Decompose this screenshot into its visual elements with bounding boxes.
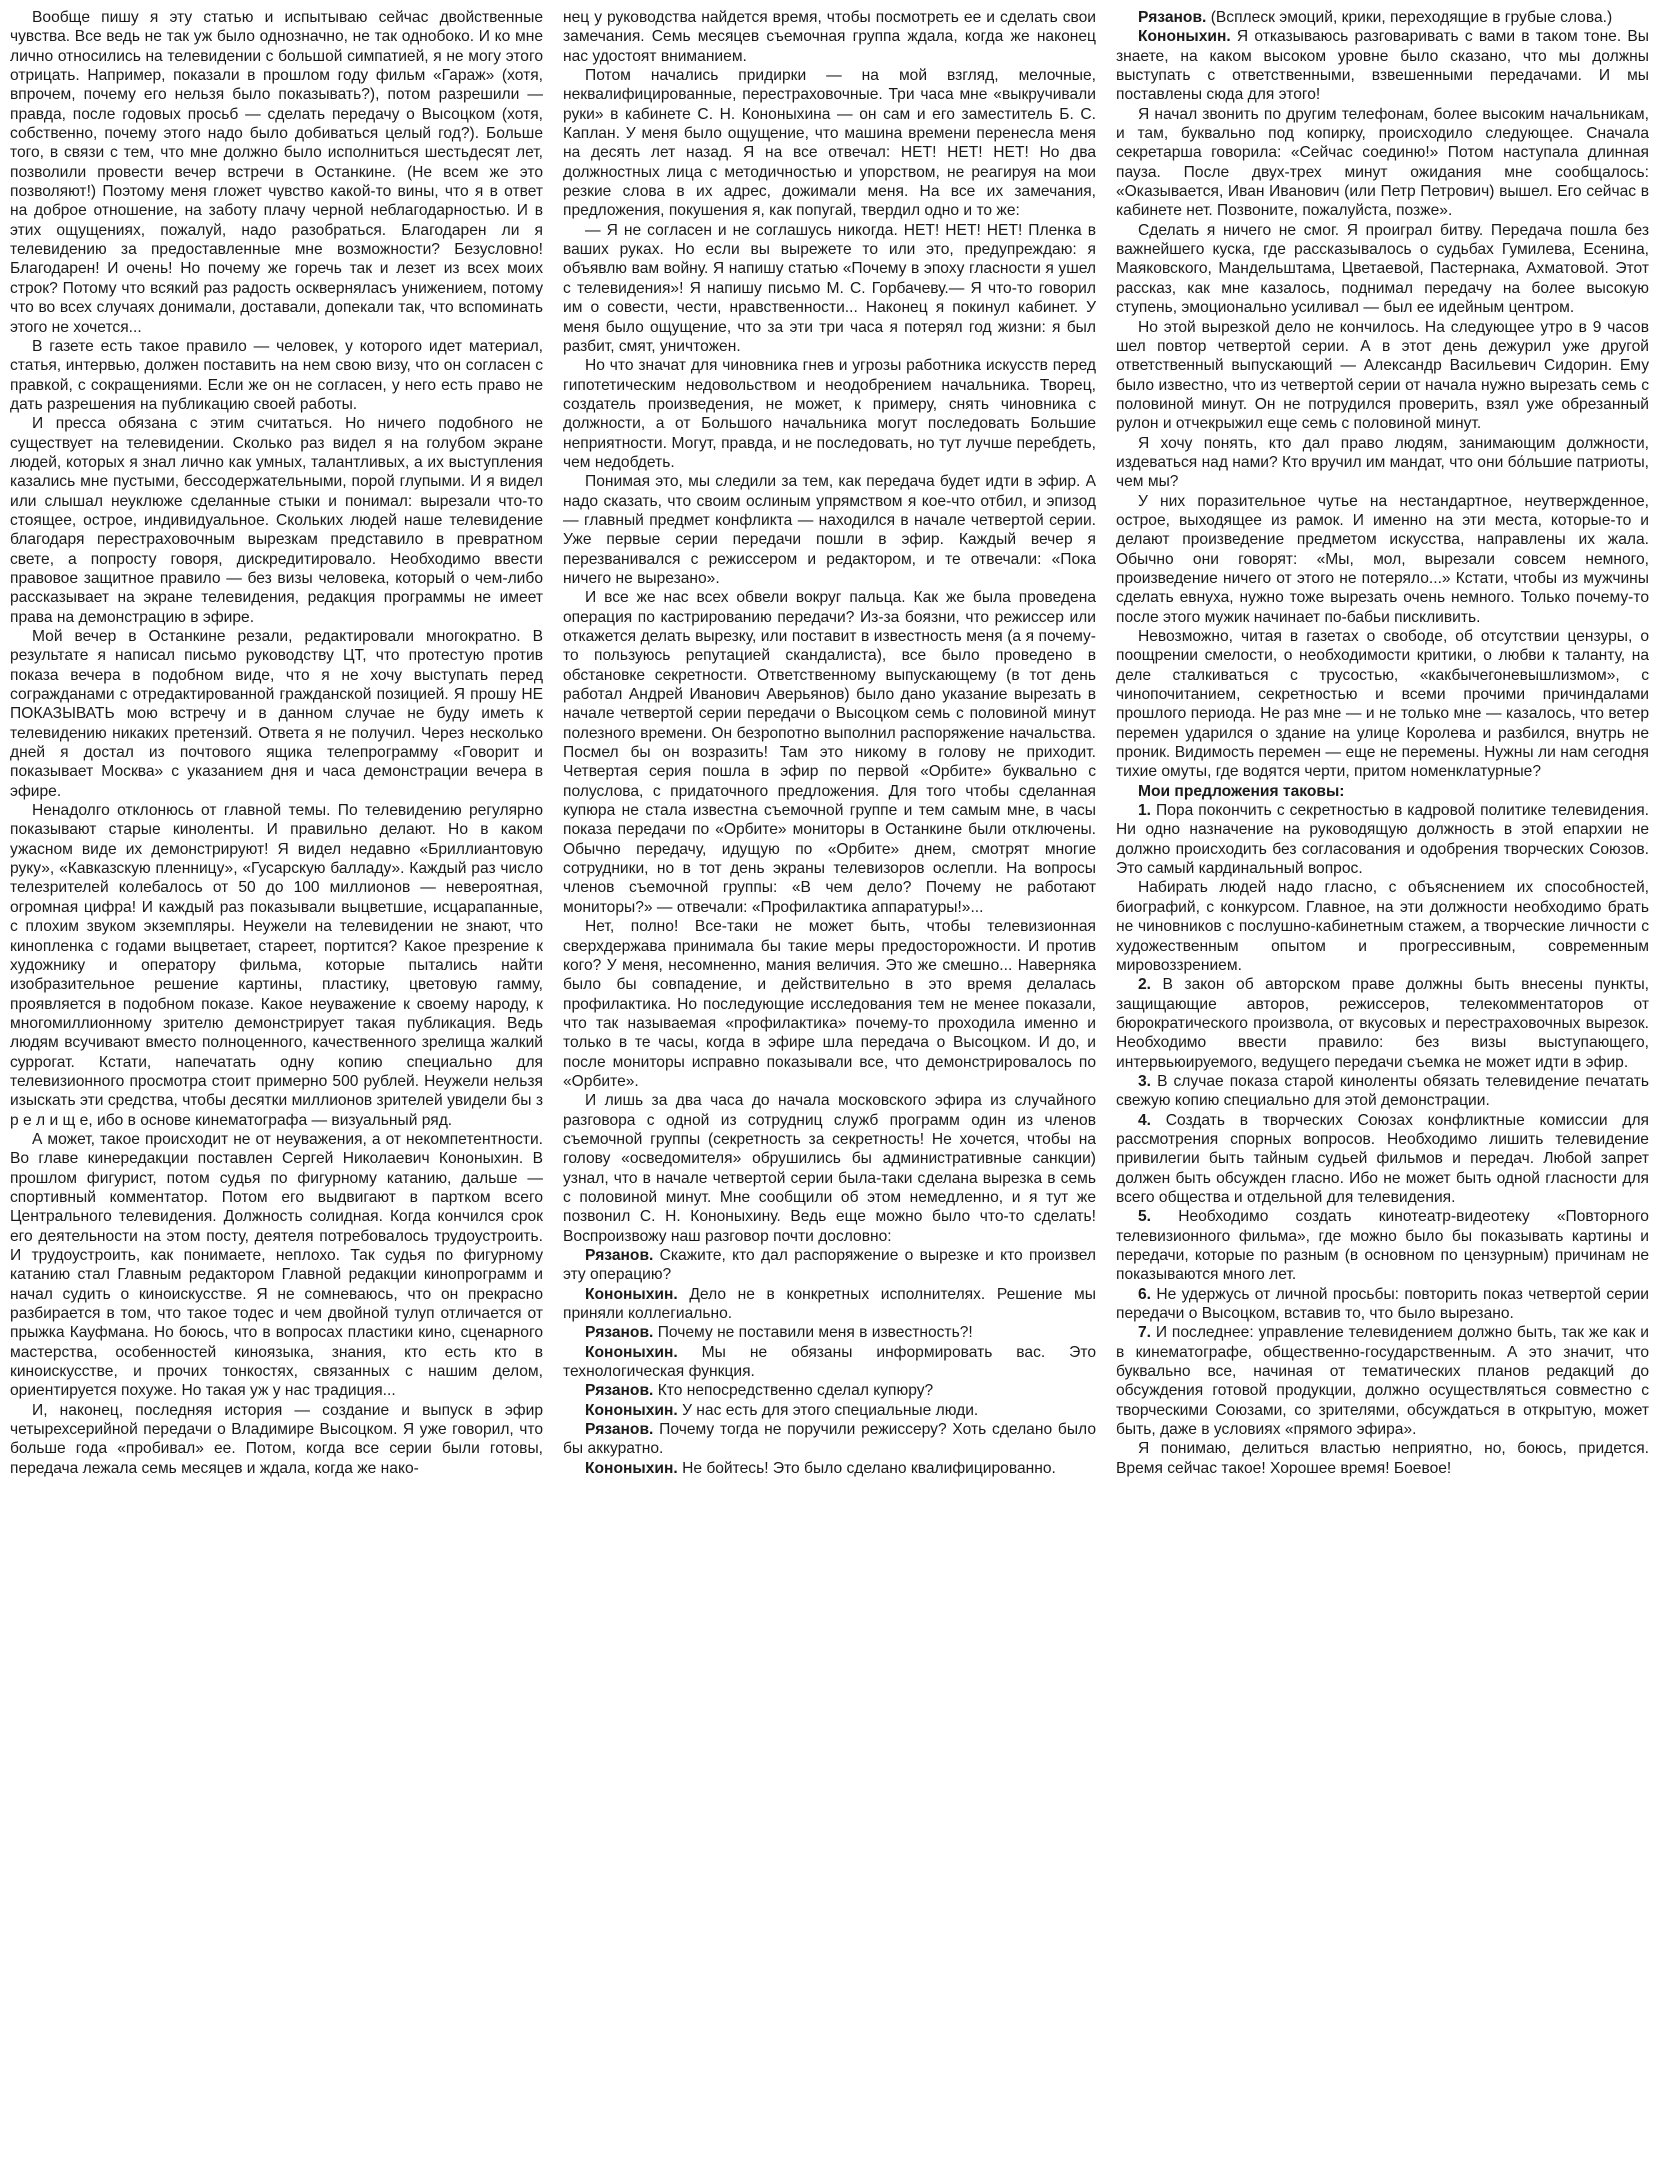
speaker-name: Кононыхин. [585,1285,678,1303]
paragraph-text: Почему не поставили меня в известность?! [653,1324,973,1342]
speaker-name: Кононыхин. [585,1459,678,1477]
paragraph-text: Пора покончить с секретностью в кадровой политике телевидения. Ни одно назначение на руководящую должность в этой епархии не должно происходить без согласования и одобрения творческих Союзов. Это самый кардинальный вопрос. [1116,802,1649,878]
article-paragraph [1116,627,1649,782]
paragraph-text: И последнее: управление телевидением должно быть, так же как и в кинематографе, общественно-государственным. А это значит, что буквально все, начиная от тематических планов редакций до обсуждения готовой продукции, должно осуществляться совместно с творческими Союзами, со зрителями, обсуждаться в открытую, может быть, даже в условиях «прямого эфира». [1116,1324,1649,1439]
paragraph-text: У нас есть для этого специальные люди. [677,1401,979,1419]
paragraph-text: Необходимо создать кинотеатр-видеотеку «Повторного телевизионного фильма», где можно было бы показывать картины и передачи, которые по разным (в основном по цензурным) причинам не показываются много лет. [1116,1208,1649,1284]
article-column-3 [1116,8,1649,2160]
paragraph-text: В закон об авторском праве должны быть внесены пункты, защищающие авторов, режиссеров, телекомментаторов от бюрократического произвола, от вкусовых и перестраховочных вырезок. Необходимо ввести правило: без визы выступающего, интервьюируемого, ведущего передачи съемка не может идти в эфир. [1116,976,1649,1071]
article-paragraph [563,1401,1096,1420]
paragraph-text: Мои предложения таковы: [1138,782,1345,800]
proposal-number: 2. [1138,976,1152,994]
paragraph-text: Скажите, кто дал распоряжение о вырезке и кто произвел эту операцию? [563,1247,1096,1284]
paragraph-text: Понимая это, мы следили за тем, как передача будет идти в эфир. А надо сказать, что своим ослиным упрямством я кое-что отбил, и эпизод — главный предмет конфликта — находился в начале четвертой серии. Уже первые серии передачи пошли в эфир. Каждый вечер я перезванивался с режиссером и редактором, и те отвечали: «Пока ничего не вырезано». [563,473,1096,587]
article-paragraph [563,1323,1096,1342]
article-paragraph [563,588,1096,917]
article-paragraph [1116,1072,1649,1111]
proposal-number: 3. [1138,1072,1152,1090]
article-paragraph [1116,1207,1649,1284]
speaker-name: Рязанов. [585,1247,654,1264]
paragraph-text: У них поразительное чутье на нестандартное, неутвержденное, острое, выходящее из рамок. И именно на эти места, которые-то и делают произведение предметом искусства, направлены их жала. Обычно они говорят: «Мы, мол, вырезали совсем немного, произведение ничего от этого не потеряло...» Кстати, чтобы из мужчины сделать евнуха, нужно тоже вырезать очень немного. Только почему-то после этого мужик начинает по-бабьи пискливить. [1116,492,1649,626]
article-paragraph [563,1091,1096,1246]
paragraph-text: Я понимаю, делиться властью неприятно, но, боюсь, придется. Время сейчас такое! Хорошее время! Боевое! [1116,1440,1649,1477]
paragraph-text: Нет, полно! Все-таки не может быть, чтобы телевизионная сверхдержава принимала бы такие меры предосторожности. И против кого? У меня, несомненно, мания величия. Это же смешно... Наверняка было бы совпадение, и действительно в это время делалась профилактика. Но последующие исследования тем не менее показали, что так называемая «профилактика» почему-то проходила именно и только в те часы, когда в эфире шла передача о Высоцком. И до, и после мониторы исправно показывали все, что демонстрировалось по «Орбите». [563,918,1096,1090]
article-paragraph [10,8,543,337]
paragraph-text: Но что значат для чиновника гнев и угрозы работника искусств перед гипотетическим недовольством и неодобрением начальника. Творец, создатель произведения, не может, к примеру, снять чиновника с должности, а от Большого начальника могут последовать Большие неприятности. Могут, правда, и не последовать, но тут лучше перебдеть, чем недобдеть. [563,357,1096,471]
article-paragraph [1116,221,1649,318]
article-paragraph [563,1285,1096,1324]
article-paragraph [1116,1323,1649,1439]
paragraph-text: В случае показа старой киноленты обязать телевидение печатать свежую копию специально для этой демонстрации. [1116,1072,1649,1110]
paragraph-text: Ненадолго отклонюсь от главной темы. По телевидению регулярно показывают старые киноленты. И правильно делают. Но в каком ужасном виде их демонстрируют! Я видел недавно «Бриллиантовую руку», «Кавказскую пленницу», «Гусарскую балладу». Каждый раз число телезрителей колебалось от 50 до 100 миллионов — невероятная, огромная цифра! И каждый раз показывали выцветшие, исцарапанные, с плохим звуком экземпляры. Неужели на телевидении не знают, что кинопленка с годами выцветает, стареет, портится? Какое презрение к художнику и оператору фильма, которые пытались найти изобразительное решение картины, пластику, цветовую гамму, проявляется в подобном показе. Какое неуважение к своему народу, к многомиллионному зрителю демонстрирует такая публикация. Ведь людям всучивают вместо полноценного, качественного зрелища жалкий суррогат. Кстати, напечатать одну копию специально для телевизионного просмотра стоит примерно 500 рублей. Неужели нельзя изыскать эти средства, чтобы десятки миллионов зрителей увидели бы з р е л и щ е, ибо в основе кинематографа — визуальный ряд. [10,802,543,1129]
paragraph-text: Невозможно, читая в газетах о свободе, об отсутствии цензуры, о поощрении смелости, о необходимости критики, о любви к таланту, на деле сталкиваться с трусостью, «какбычегоневышлизмом», с чинопочитанием, секретностью и всеми прочими причиндалами прошлого периода. Не раз мне — и не только мне — казалось, что ветер перемен ударился о здание на улице Королева и разбился, внутрь не проник. Видимость перемен — еще не перемены. Нужны ли нам сегодня тихие омуты, где водятся черти, притом номенклатурные? [1116,628,1649,781]
article-paragraph [563,356,1096,472]
paragraph-text: Дело не в конкретных исполнителях. Решение мы приняли коллегиально. [563,1285,1096,1323]
speaker-name: Рязанов. [585,1421,654,1439]
speaker-name: Кононыхин. [585,1401,678,1419]
article-paragraph [10,337,543,414]
proposal-number: 1. [1138,802,1152,820]
paragraph-text: И, наконец, последняя история — создание и выпуск в эфир четырехсерийной передачи о Владимире Высоцком. Я уже говорил, что больше года «пробивал» ее. Потом, когда все серии были готовы, передача лежала семь месяцев и ждала, когда же нако- [10,1401,543,1477]
paragraph-text: А может, такое происходит не от неуважения, а от некомпетентности. Во главе кинередакции поставлен Сергей Николаевич Кононыхин. В прошлом фигурист, потом судья по фигурному катанию, дальше — спортивный комментатор. Потом его выдвигают в партком всего Центрального телевидения. Должность солидная. Когда кончился срок его деятельности на этом посту, деятеля потребовалось трудоустроить. И трудоустроить, как понимаете, неплохо. Так судья по фигурному катанию стал Главным редактором Главной редакции кинопрограмм и начал судить о киноискусстве. Я не сомневаюсь, что он прекрасно разбирается в том, что такое тодес и чем двойной тулуп отличается от прыжка Кауфмана. Но боюсь, что в вопросах пластики кино, сценарного мастерства, особенностей киноязыка, знания, кто есть кто в киноискусстве, и прочих тонкостях, связанных с нашим делом, ориентируется похуже. Но такая уж у нас традиция... [10,1130,543,1400]
speaker-name: Рязанов. [1138,9,1207,26]
proposal-number: 5. [1138,1208,1152,1226]
article-paragraph [10,1401,543,1478]
paragraph-text: Не удержусь от личной просьбы: повторить показ четвертой серии передачи о Высоцком, вставив то, что было вырезано. [1116,1285,1649,1323]
article-paragraph [1116,801,1649,878]
article-paragraph [1116,1439,1649,1478]
article-column-2 [563,8,1096,2160]
paragraph-text: нец у руководства найдется время, чтобы посмотреть ее и сделать свои замечания. Семь месяцев съемочная группа ждала, когда же наконец нас удостоят вниманием. [563,9,1096,65]
speaker-name: Кононыхин. [1138,28,1231,46]
article-paragraph [1116,434,1649,492]
article-paragraph [563,66,1096,221]
paragraph-text: Не бойтесь! Это было сделано квалифицированно. [677,1459,1056,1477]
paragraph-text: Почему тогда не поручили режиссеру? Хоть сделано было бы аккуратно. [563,1421,1096,1458]
speaker-name: Кононыхин. [585,1343,678,1361]
article-paragraph [563,472,1096,588]
proposals-heading [1116,782,1649,801]
article-paragraph [563,1420,1096,1459]
paragraph-text: И лишь за два часа до начала московского эфира из случайного разговора с одной из сотрудниц служб программ один из членов съемочной группы (секретность за секретность! Не хочется, чтобы на голову «осведомителя» обрушились бы административные санкции) узнал, что в начале четвертой серии была-таки сделана вырезка в семь с половиной минут. Мне сообщили об этом немедленно, и я тут же позвонил С. Н. Кононыхину. Ведь еще можно было что-то сделать! Воспроизвожу наш разговор почти дословно: [563,1092,1096,1245]
paragraph-text: — Я не согласен и не соглашусь никогда. НЕТ! НЕТ! НЕТ! Пленка в ваших руках. Но если вы вырежете то или это, предупреждаю: я объявлю вам войну. Я напишу статью «Почему в эпоху гласности я ушел с телевидения»! Я напишу письмо М. С. Горбачеву.— Я что-то говорил им о совести, чести, нравственности... Наконец я покинул кабинет. У меня было ощущение, что за эти три часа я потерял год жизни: я был разбит, смят, уничтожен. [563,221,1096,355]
article-paragraph [10,801,543,1130]
paragraph-text: И все же нас всех обвели вокруг пальца. Как же была проведена операция по кастрированию передачи? Из-за боязни, что режиссер или откажется делать вырезку, или поставит в известность меня (а я почему-то пользуюсь репутацией скандалиста), все было проведено в обстановке секретности. Ответственному выпускающему (в тот день работал Андрей Иванович Аверьянов) было дано указание вырезать в начале четвертой серии передачи о Высоцком семь с половиной минут полезного времени. Он безропотно выполнил распоряжение начальства. Посмел бы он возразить! Там это никому в голову не приходит. Четвертая серия пошла в эфир по первой «Орбите» буквально с полуслова, с придаточного предложения. Для того чтобы сделанная купюра не стала известна съемочной группе и тем самым мне, в часы показа передачи по «Орбите» мониторы в Останкине были отключены. Обычно передачу, идущую по «Орбите» днем, смотрят многие сотрудники, но в тот день экраны телевизоров ослепли. На вопросы членов съемочной группы: «В чем дело? Почему не работают мониторы?» — отвечали: «Профилактика аппаратуры!»... [563,589,1096,916]
article-paragraph [10,627,543,801]
speaker-name: Рязанов. [585,1324,654,1342]
proposal-number: 7. [1138,1324,1152,1342]
paragraph-text: Кто непосредственно сделал купюру? [653,1382,934,1400]
paragraph-text: Сделать я ничего не смог. Я проиграл битву. Передача пошла без важнейшего куска, где рассказывалось о судьбах Гумилева, Есенина, Маяковского, Мандельштама, Цветаевой, Пастернака, Ахматовой. Этот рассказ, как мне казалось, поднимал передачу на более высокую ступень, эмоционально усиливал — был ее идейным центром. [1116,221,1649,317]
paragraph-text: Набирать людей надо гласно, с объяснением их способностей, биографий, с конкурсом. Главное, на эти должности необходимо брать не чиновников с послушно-кабинетным стажем, а творческие личности с художественным опытом и прогрессивным, современным мировоззрением. [1116,879,1649,974]
article-paragraph [1116,8,1649,27]
paragraph-text: В газете есть такое правило — человек, у которого идет материал, статья, интервью, должен поставить на нем свою визу, что он согласен с правкой, с сокращениями. Если же он не согласен, у него есть право не дать разрешения на публикацию своей работы. [10,337,543,413]
article-column-1 [10,8,543,2160]
paragraph-text: И пресса обязана с этим считаться. Но ничего подобного не существует на телевидении. Сколько раз видел я на голубом экране людей, которых я знал лично как умных, талантливых, а их выступления казались мне пустыми, бессодержательными, порой глупыми. И я видел или слышал неуклюже сделанные стыки и понимал: вырезали что-то стоящее, острое, индивидуальное. Скольких людей наше телевидение благодаря перестраховочным вырезкам представило в превратном свете, а попросту говоря, дискредитировало. Необходимо ввести правовое защитное правило — без визы человека, который о чем-либо рассказывает на экране телевидения, редакция программы не имеет права на демонстрацию в эфире. [10,415,543,626]
paragraph-text: (Всплеск эмоций, крики, переходящие в грубые слова.) [1206,9,1613,26]
paragraph-text: Я отказываюсь разговаривать с вами в таком тоне. Вы знаете, на каком высоком уровне было сказано, что мы должны выступать с ответственными, взвешенными передачами. И мы поставлены сюда для этого! [1116,28,1649,104]
article-paragraph [1116,975,1649,1072]
article-paragraph [563,8,1096,66]
article-paragraph [1116,492,1649,627]
paragraph-text: Я хочу понять, кто дал право людям, занимающим должности, издеваться над нами? Кто вручил им мандат, что они бо́льшие патриоты, чем мы? [1116,434,1649,491]
proposal-number: 6. [1138,1285,1152,1303]
article-paragraph [563,1381,1096,1400]
article-paragraph [1116,318,1649,434]
article-paragraph [563,1459,1096,1478]
article-paragraph [1116,105,1649,221]
article-paragraph [1116,1285,1649,1324]
speaker-name: Рязанов. [585,1382,654,1400]
article-paragraph [10,1130,543,1401]
article-paragraph [1116,1111,1649,1208]
paragraph-text: Вообще пишу я эту статью и испытываю сейчас двойственные чувства. Все ведь не так уж было однозначно, не так однобоко. И ко мне лично относились на телевидении с большой симпатией, я не могу этого отрицать. Например, показали в прошлом году фильм «Гараж» (хотя, впрочем, почему его нельзя было показывать?), потом разрешили — правда, после годовых просьб — сделать передачу о Высоцком (хотя, собственно, почему этого надо было добиваться целый год?). Больше того, в связи с тем, что мне должно было исполниться шестьдесят лет, позволили провести вечер встречи в Останкине. (Не всем же это позволяют!) Поэтому меня гложет чувство какой-то вины, что я в ответ на доброе отношение, на заботу плачу черной неблагодарностью. И в этих ощущениях, пожалуй, надо разобраться. Благодарен ли я телевидению за предоставленные мне возможности? Безусловно! Благодарен! И очень! Но почему же горечь так и лезет из всех моих строк? Потому что всякий раз радость оскверняласъ унижением, потому что во всех случаях донимали, доставали, допекали так, что вспоминать этого не хочется... [10,9,543,336]
paragraph-text: Но этой вырезкой дело не кончилось. На следующее утро в 9 часов шел повтор четвертой серии. А в этот день дежурил уже другой ответственный выпускающий — Александр Васильевич Сидорин. Ему было известно, что из четвертой серии от начала нужно вырезать семь с половиной минут. Он не потрудился проверить, взял уже обрезанный рулон и отчекрыжил еще семь с половиной минут. [1116,318,1649,433]
article-paragraph [563,1343,1096,1382]
article-paragraph [563,1246,1096,1285]
article-paragraph [10,414,543,627]
paragraph-text: Создать в творческих Союзах конфликтные комиссии для рассмотрения спорных вопросов. Необходимо лишить телевидение привилегии быть тайным судьей фильмов и передач. Любой запрет должен быть обсужден гласно. Ибо не может быть одной гласности для всего общества и отдельной для телевидения. [1116,1111,1649,1206]
paragraph-text: Потом начались придирки — на мой взгляд, мелочные, неквалифицированные, перестраховочные. Три часа мне «выкручивали руки» в кабинете С. Н. Кононыхина — он сам и его заместитель Б. С. Каплан. У меня было ощущение, что машина времени перенесла меня на десять лет назад. Я на все отвечал: НЕТ! НЕТ! НЕТ! Но два должностных лица с методичностью и упорством, не реагируя на мои резкие слова в их адрес, дожимали меня. На все их замечания, предложения, покушения я, как попугай, твердил одно и то же: [563,67,1096,220]
proposal-number: 4. [1138,1111,1152,1129]
article-paragraph [1116,878,1649,975]
article-paragraph [563,917,1096,1091]
article-paragraph [1116,27,1649,104]
paragraph-text: Я начал звонить по другим телефонам, более высоким начальникам, и там, буквально под копирку, происходило следующее. Сначала секретарша говорила: «Сейчас соединю!» Потом наступала длинная пауза. После двух-трех минут ожидания мне сообщалось: «Оказывается, Иван Иванович (или Петр Петрович) вышел. Его сейчас в кабинете нет. Позвоните, пожалуйста, позже». [1116,105,1649,220]
paragraph-text: Мой вечер в Останкине резали, редактировали многократно. В результате я написал письмо руководству ЦТ, что протестую против показа вечера в подобном виде, что я не хочу выступать перед согражданами с отредактированной гражданской позицией. Я прошу НЕ ПОКАЗЫВАТЬ мою встречу и в данном случае не буду иметь к телевидению никаких претензий. Ответа я не получил. Через несколько дней я достал из почтового ящика телепрограмму «Говорит и показывает Москва» с указанием дня и часа демонстрации вечера в эфире. [10,628,543,800]
paragraph-text: Мы не обязаны информировать вас. Это технологическая функция. [563,1343,1096,1381]
article-paragraph [563,221,1096,356]
